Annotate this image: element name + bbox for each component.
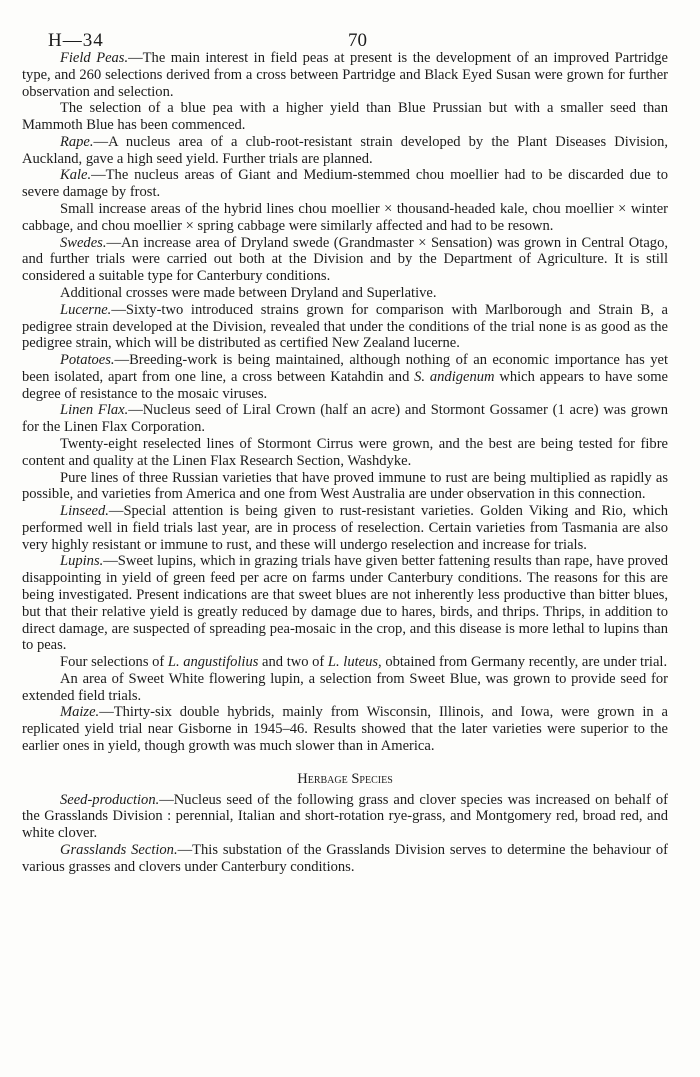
- paragraph: [22, 470, 668, 504]
- paragraph: [22, 50, 668, 100]
- document-reference: H—34: [48, 30, 104, 51]
- italic-text: Lupins.: [60, 553, 104, 570]
- paragraph-text: —The nucleus areas of Giant and Medium-stemmed chou moellier had to be discarded due to severe damage by frost.: [22, 167, 668, 201]
- paragraph: [22, 134, 668, 168]
- paragraph-text: —Thirty-six double hybrids, mainly from Wisconsin, Illinois, and Iowa, were grown in a replicated yield trial near Gisborne in 1945–46. Results showed that the later varieties were superior to the earlier ones in yield, though growth was much slower than in America.: [22, 704, 668, 755]
- paragraph: [22, 654, 668, 671]
- paragraph: [22, 553, 668, 654]
- paragraph-text: which appears to have some degree of resistance to the mosaic viruses.: [22, 368, 668, 402]
- paragraph-text: —Special attention is being given to rust-resistant varieties. Golden Viking and Rio, which performed well in field trials last year, are in process of reselection. Certain varieties from Tasmania are also very highly resistant or immune to rust, and these will undergo reselection and increase for trials.: [22, 503, 668, 553]
- italic-text: Maize.: [60, 704, 100, 721]
- paragraph-text: —Sweet lupins, which in grazing trials have given better fattening results than rape, have proved disappointing in yield of green feed per acre on farms under Canterbury conditions. The reasons for this are being investigated. Present indications are that sweet blues are not inherently less productive than bitter blues, but that their relative yield is greatly reduced by damage due to hares, birds, and thrips. Thrips, in addition to direct damage, are suspected of spreading pea-mosaic in the crop, and this disease is more lethal to lupins than to peas.: [22, 553, 668, 654]
- paragraph-text: , obtained from Germany recently, are under trial.: [378, 654, 668, 671]
- italic-text: Kale.: [60, 167, 92, 184]
- paragraph: [22, 671, 668, 705]
- paragraph-text: —This substation of the Grasslands Division serves to determine the behaviour of various grasses and clovers under Canterbury conditions.: [22, 841, 668, 875]
- paragraph-text: —An increase area of Dryland swede (Grandmaster × Sensation) was grown in Central Otago, and further trials were carried out both at the Division and by the Department of Agriculture. It is still considered a suitable type for Canterbury conditions.: [22, 234, 668, 285]
- paragraph-text: Small increase areas of the hybrid lines chou moellier × thousand-headed kale, chou moellier × winter cabbage, and chou moellier × spring cabbage were similarly affected and had to be resown.: [22, 201, 668, 234]
- paragraph-text: —Nucleus seed of the following grass and clover species was increased on behalf of the Grasslands Division : perennial, Italian and short-rotation rye-grass, and Montgomery red, broad red, and white clover.: [22, 791, 668, 842]
- paragraph: [22, 704, 668, 754]
- italic-text: L. angustifolius: [167, 654, 259, 671]
- paragraph-text: —Sixty-two introduced strains grown for comparison with Marlborough and Strain B, a pedigree strain developed at the Division, revealed that under the conditions of the trial none is as good as the pedigree strain, which will be distributed as certified New Zealand lucerne.: [22, 301, 668, 352]
- paragraph: [22, 436, 668, 470]
- paragraph-text: Twenty-eight reselected lines of Stormont Cirrus were grown, and the best are being tested for fibre content and quality at the Linen Flax Research Section, Washdyke.: [22, 435, 668, 469]
- italic-text: Potatoes.: [60, 352, 115, 369]
- paragraph: [22, 167, 668, 201]
- paragraph: [22, 302, 668, 352]
- section-heading: Herbage Species: [297, 770, 393, 787]
- italic-text: Linen Flax.: [60, 402, 129, 419]
- paragraph: [22, 201, 668, 235]
- page-header: [22, 0, 668, 50]
- italic-text: Swedes.: [60, 234, 107, 251]
- italic-text: Lucerne.: [60, 301, 112, 318]
- paragraph-text: —Breeding-work is being maintained, although nothing of an economic importance has yet been isolated, apart from one line, a cross between Katahdin and: [22, 352, 668, 385]
- italic-text: Grasslands Section.: [60, 841, 178, 858]
- paragraph: [22, 402, 668, 436]
- paragraph-text: —Nucleus seed of Liral Crown (half an acre) and Stormont Gossamer (1 acre) was grown for the Linen Flax Corporation.: [22, 402, 668, 436]
- italic-text: Linseed.: [60, 503, 109, 520]
- paragraph: [22, 352, 668, 402]
- paragraph-text: Pure lines of three Russian varieties that have proved immune to rust are being multiplied as rapidly as possible, and varieties from America and one from West Australia are under observation in this connection.: [22, 469, 668, 503]
- italic-text: Seed-production.: [60, 791, 160, 808]
- paragraph-text: The selection of a blue pea with a higher yield than Blue Prussian but with a smaller seed than Mammoth Blue has been commenced.: [22, 100, 668, 134]
- document-body: [22, 50, 668, 876]
- paragraph-text: and two of: [258, 654, 328, 671]
- paragraph-text: —The main interest in field peas at present is the development of an improved Partridge type, and 260 selections derived from a cross between Partridge and Black Eyed Susan were grown for further observation and selection.: [22, 50, 669, 100]
- paragraph: [22, 285, 668, 302]
- italic-text: L. luteus: [327, 654, 379, 671]
- paragraph-text: An area of Sweet White flowering lupin, a selection from Sweet Blue, was grown to provide seed for extended field trials.: [22, 670, 668, 704]
- italic-text: Rape.: [60, 133, 94, 150]
- paragraph: [22, 235, 668, 285]
- paragraph-text: —A nucleus area of a club-root-resistant strain developed by the Plant Diseases Division, Auckland, gave a high seed yield. Further trials are planned.: [22, 133, 668, 167]
- paragraph: [22, 792, 668, 842]
- page-number: 70: [348, 30, 367, 51]
- paragraph-text: Four selections of: [60, 654, 168, 671]
- paragraph: [22, 100, 668, 134]
- paragraph: [22, 842, 668, 876]
- paragraph-text: Additional crosses were made between Dryland and Superlative.: [60, 284, 437, 301]
- italic-text: S. andigenum: [414, 368, 495, 385]
- italic-text: Field Peas.: [60, 50, 129, 66]
- paragraph: [22, 503, 668, 553]
